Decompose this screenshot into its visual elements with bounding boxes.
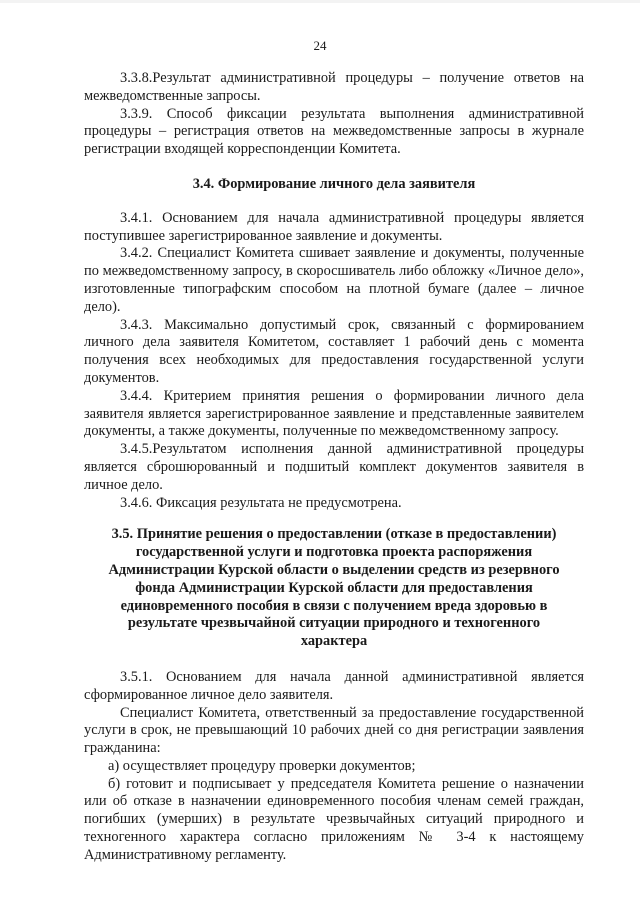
paragraph-3-5-1-specialist: Специалист Комитета, ответственный за предоставление государственной услуги в срок, не превышающий 10 рабочих дней со дня регистрации заявления гражданина: bbox=[84, 704, 584, 757]
paragraph-3-3-8: 3.3.8.Результат административной процедуры – получение ответов на межведомственные запросы. bbox=[84, 70, 584, 104]
paragraph-3-4-6: 3.4.6. Фиксация результата не предусмотрена. bbox=[120, 494, 402, 511]
paragraph-3-4-3: 3.4.3. Максимально допустимый срок, связанный с формированием личного дела заявителя Комитетом, составляет 1 рабочий день с момента получения всех необходимых для предоставления государственной услуги документов. bbox=[84, 316, 584, 386]
section-heading-3-5: 3.5. Принятие решения о предоставлении (отказе в предоставлении) государственной услуги и подготовка проекта распоряжения Администрации Курской области о выделении средств из резервного фонда Администрации Курской области для предоставления единовременного пособия в связи с получением вреда здоровью в результате чрезвычайной ситуации природного и техногенного характера bbox=[108, 526, 560, 650]
document-body bbox=[84, 70, 584, 865]
paragraph-3-5-1: 3.5.1. Основанием для начала данной административной является сформированное личное дело заявителя. bbox=[84, 668, 584, 703]
section-heading-3-4: 3.4. Формирование личного дела заявителя bbox=[192, 175, 476, 192]
paragraph-3-4-2: 3.4.2. Специалист Комитета сшивает заявление и документы, полученные по межведомственному запросу, в скоросшиватель либо обложку «Личное дело», изготовленные типографским способом на плотной бумаге (далее – личное дело). bbox=[84, 245, 584, 315]
paragraph-3-4-5: 3.4.5.Результатом исполнения данной административной процедуры является сброшюрованный и подшитый комплект документов заявителя в личное дело. bbox=[84, 441, 584, 493]
paragraph-3-4-4: 3.4.4. Критерием принятия решения о формировании личного дела заявителя является зарегистрированное заявление и представленные заявителем документы, а также документы, полученные по межведомственному запросу. bbox=[84, 387, 584, 440]
paragraph-3-3-9: 3.3.9. Способ фиксации результата выполнения административной процедуры – регистрация ответов на межведомственные запросы в журнале регистрации входящей корреспонденции Комитета. bbox=[84, 105, 584, 158]
list-item-a: а) осуществляет процедуру проверки документов; bbox=[108, 757, 416, 774]
page-number: 24 bbox=[313, 38, 327, 53]
paragraph-3-4-1: 3.4.1. Основанием для начала административной процедуры является поступившее зарегистрированное заявление и документы. bbox=[84, 209, 584, 244]
scan-edge-line bbox=[0, 0, 640, 3]
list-item-b: б) готовит и подписывает у председателя Комитета решение о назначении или об отказе в назначении единовременного пособия членам семей граждан, погибших (умерших) в результате чрезвычайных ситуаций природного и техногенного характера согласно приложениям № 3-4 к настоящему Административному регламенту. bbox=[84, 775, 584, 863]
